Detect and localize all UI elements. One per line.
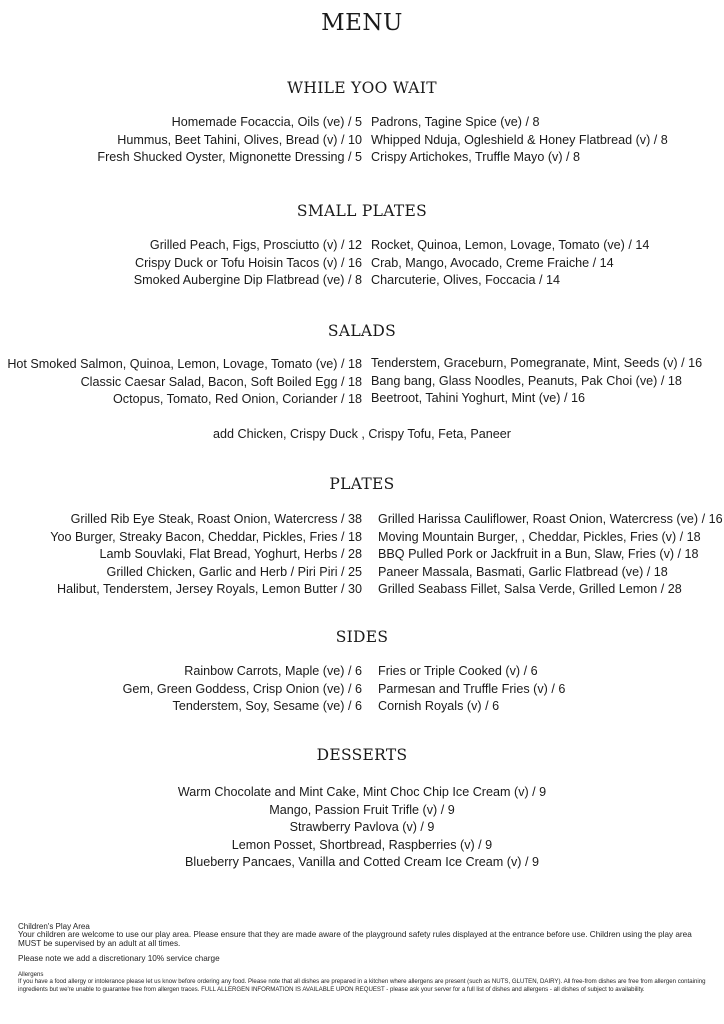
menu-item: Charcuterie, Olives, Foccacia / 14 [371, 273, 560, 288]
menu-item: Moving Mountain Burger, , Cheddar, Pickles, Fries (v) / 18 [378, 529, 701, 544]
section-title-small-plates: SMALL PLATES [296, 202, 428, 220]
menu-item: Smoked Aubergine Dip Flatbread (ve) / 8 [133, 273, 362, 288]
while-you-wait-right-column [371, 114, 668, 167]
sides-right-column [378, 663, 565, 716]
section-title-salads: SALADS [327, 322, 397, 340]
menu-item: Parmesan and Truffle Fries (v) / 6 [378, 681, 566, 696]
menu-item: BBQ Pulled Pork or Jackfruit in a Bun, Slaw, Fries (v) / 18 [378, 547, 699, 562]
menu-item: Grilled Harissa Cauliflower, Roast Onion, Watercress (ve) / 16 [378, 512, 723, 526]
allergens-text: If you have a food allergy or intolerance please let us know before ordering any food. Please note that all dishes are prepared in a kitchen where allergens are present (such as NUTS, GLUTEN, DAIRY). All free-from dishes are free from allergen containing ingredients but we're unable to guarantee free from allergen traces. FULL ALLERGEN INFORMATION IS AVAILABLE UPON REQUEST - please ask your server for a full list of dishes and allergens - all dishes of subject to availability. [18, 978, 706, 993]
allergens-heading: Allergens [18, 970, 44, 978]
play-area-text: Your children are welcome to use our play area. Please ensure that they are made aware of the playground safety rules displayed at the entrance before use. Children using the play area MUST be supervised by an adult at all times. [18, 930, 692, 948]
menu-item: Homemade Focaccia, Oils (ve) / 5 [171, 115, 362, 129]
menu-item: Tenderstem, Graceburn, Pomegranate, Mint, Seeds (v) / 16 [371, 356, 703, 370]
menu-item: Halibut, Tenderstem, Jersey Royals, Lemon Butter / 30 [57, 582, 362, 597]
section-title-sides: SIDES [335, 628, 389, 646]
menu-item: Cornish Royals (v) / 6 [378, 699, 500, 714]
menu-item: Grilled Rib Eye Steak, Roast Onion, Watercress / 38 [70, 512, 362, 526]
menu-item: Classic Caesar Salad, Bacon, Soft Boiled Egg / 18 [80, 374, 362, 389]
menu-item: Crispy Duck or Tofu Hoisin Tacos (v) / 16 [135, 255, 362, 270]
small-plates-left-column [134, 237, 362, 290]
menu-title: MENU [321, 10, 403, 36]
menu-item: Grilled Chicken, Garlic and Herb / Piri Piri / 25 [106, 564, 362, 579]
menu-item: Warm Chocolate and Mint Cake, Mint Choc Chip Ice Cream (v) / 9 [177, 785, 547, 799]
menu-item: Lemon Posset, Shortbread, Raspberries (v) / 9 [231, 837, 493, 852]
desserts-list [0, 784, 724, 872]
while-you-wait-left-column [97, 114, 362, 167]
menu-item: Crab, Mango, Avocado, Creme Fraiche / 14 [371, 255, 614, 270]
menu-item: Lamb Souvlaki, Flat Bread, Yoghurt, Herbs / 28 [99, 547, 362, 562]
small-plates-right-column [371, 237, 649, 290]
menu-item: Hummus, Beet Tahini, Olives, Bread (v) / 10 [117, 132, 362, 147]
salads-add-ons: add Chicken, Crispy Duck , Crispy Tofu, Feta, Paneer [213, 427, 511, 441]
menu-item: Rainbow Carrots, Maple (ve) / 6 [184, 664, 362, 678]
footer [18, 922, 710, 993]
menu-item: Grilled Seabass Fillet, Salsa Verde, Grilled Lemon / 28 [378, 582, 682, 597]
menu-item: Fries or Triple Cooked (v) / 6 [378, 664, 538, 678]
menu-item: Yoo Burger, Streaky Bacon, Cheddar, Pickles, Fries / 18 [50, 529, 362, 544]
menu-item: Octopus, Tomato, Red Onion, Coriander / 18 [113, 392, 362, 407]
menu-item: Strawberry Pavlova (v) / 9 [289, 820, 435, 834]
sides-left-column [123, 663, 362, 716]
menu-item: Tenderstem, Soy, Sesame (ve) / 6 [172, 699, 362, 714]
menu-item: Paneer Massala, Basmati, Garlic Flatbread (ve) / 18 [378, 564, 668, 579]
play-area-heading: Children's Play Area [18, 922, 90, 931]
menu-item: Padrons, Tagine Spice (ve) / 8 [371, 115, 540, 129]
salads-right-column [371, 355, 702, 408]
menu-item: Bang bang, Glass Noodles, Peanuts, Pak Choi (ve) / 18 [371, 373, 682, 388]
menu-item: Grilled Peach, Figs, Prosciutto (v) / 12 [149, 238, 362, 252]
section-title-plates: PLATES [329, 475, 395, 493]
menu-item: Hot Smoked Salmon, Quinoa, Lemon, Lovage, Tomato (ve) / 18 [7, 357, 362, 371]
menu-item: Mango, Passion Fruit Trifle (v) / 9 [269, 802, 455, 817]
menu-item: Fresh Shucked Oyster, Mignonette Dressing / 5 [97, 150, 362, 165]
menu-item: Whipped Nduja, Ogleshield & Honey Flatbread (v) / 8 [371, 132, 668, 147]
menu-item: Crispy Artichokes, Truffle Mayo (v) / 8 [371, 150, 581, 165]
menu-item: Gem, Green Goddess, Crisp Onion (ve) / 6 [122, 681, 362, 696]
plates-left-column [50, 511, 362, 599]
salads-left-column [7, 356, 362, 409]
menu-item: Beetroot, Tahini Yoghurt, Mint (ve) / 16 [371, 391, 585, 406]
section-title-while-you-wait: WHILE YOO WAIT [287, 79, 437, 97]
menu-item: Blueberry Pancaes, Vanilla and Cotted Cream Ice Cream (v) / 9 [185, 855, 539, 869]
service-charge-note: Please note we add a discretionary 10% service charge [18, 954, 220, 964]
plates-right-column [378, 511, 723, 599]
menu-item: Rocket, Quinoa, Lemon, Lovage, Tomato (ve) / 14 [371, 238, 650, 252]
section-title-desserts: DESSERTS [316, 746, 408, 764]
